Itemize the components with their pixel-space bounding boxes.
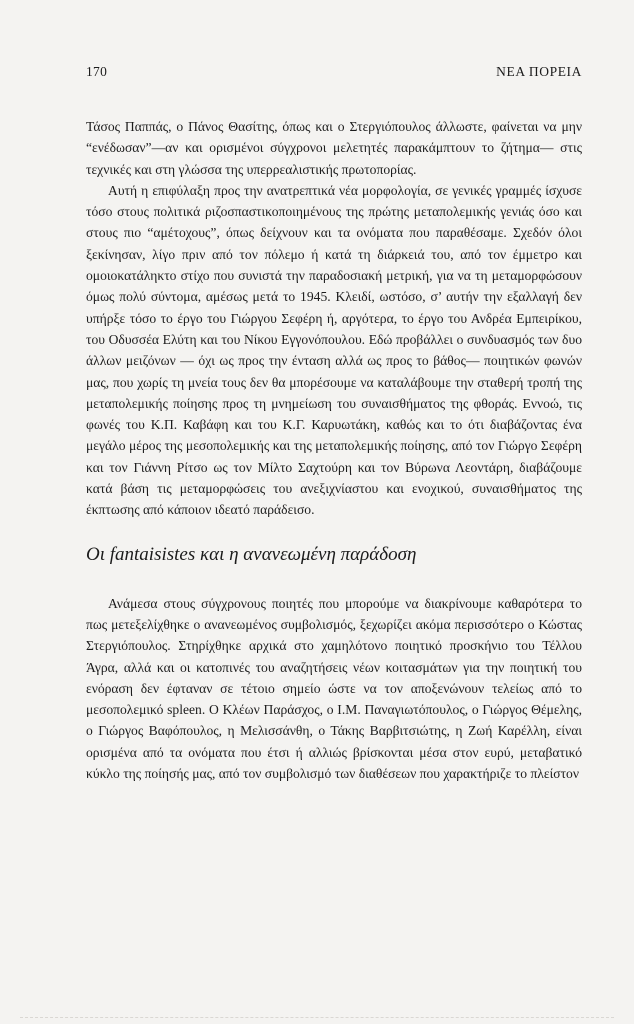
running-header <box>86 64 582 84</box>
body-text <box>86 116 582 784</box>
paragraph-1: Τάσος Παππάς, ο Πάνος Θασίτης, όπως και ο Στεργιόπουλος άλλωστε, φαίνεται να μην “ενέδωσαν”—αν και ορισμένοι σύγχρονοι μελετητές παρακάμπτουν το ζήτημα— στις τεχνικές και στη γλώσσα της υπερρεαλιστικής πρωτοπορίας. <box>86 119 582 177</box>
paragraph-3: Ανάμεσα στους σύγχρονους ποιητές που μπορούμε να διακρίνουμε καθαρότερα το πως μετεξελίχθηκε ο ανανεωμένος συμβολισμός, ξεχωρίζει ακόμα περισσότερο ο Κώστας Στεργιόπουλος. Στηρίχθηκε αρχικά στο χαμηλότονο ποιητικό προσκήνιο του Τέλλου Άγρα, αλλά και οι κατοπινές του αναζητήσεις νέων κοιτασμάτων για την ποιητική του ενόραση δεν έφταναν σε τέτοιο σημείο ώστε να τον αποξενώνουν τελείως από το μεσοπολεμικό spleen. Ο Κλέων Παράσχος, ο Ι.Μ. Παναγιωτόπουλος, ο Γιώργος Θέμελης, ο Γιώργος Βαφόπουλος, η Μελισσάνθη, ο Τάκης Βαρβιτσιώτης, η Ζωή Καρέλλη, είναι ορισμένα από τα ονόματα που έτσι ή αλλιώς βρίσκονται μέσα στον ευρύ, μεταβατικό κύκλο της ποίησής μας, από τον συμβολισμό των διαθέσεων που χαρακτήριζε το πλείστον <box>86 595 582 782</box>
section-heading: Οι fantaisistes και η ανανεωμένη παράδοση <box>86 543 417 565</box>
running-title: ΝΕΑ ΠΟΡΕΙΑ <box>496 64 582 79</box>
page-number: 170 <box>86 64 108 79</box>
scan-edge-line <box>20 1017 614 1018</box>
paragraph-2: Αυτή η επιφύλαξη προς την ανατρεπτικά νέα μορφολογία, σε γενικές γραμμές ίσχυσε τόσο στους πολιτικά ριζοσπαστικοποιημένους της πρώτης μεταπολεμικής γενιάς όσο και στους πιο “αμέτοχους”, όπως δείχνουν και τα ονόματα που παραθέσαμε. Σχεδόν όλοι ξεκίνησαν, λίγο πριν από τον πόλεμο ή κατά τη διάρκειά του, από τον έμμετρο και ομοιοκατάληκτο στίχο που συνιστά την παραδοσιακή μετρική, για να τη μεταμορφώσουν όμως πολύ σύντομα, αμέσως μετά το 1945. Κλειδί, ωστόσο, σ’ αυτήν την εξαλλαγή δεν υπήρξε τόσο το έργο του Γιώργου Σεφέρη ή, αργότερα, το έργο του Ανδρέα Εμπειρίκου, του Οδυσσέα Ελύτη και του Νίκου Εγγονόπουλου. Εδώ προβάλλει ο συνδυασμός των δυο άλλων μειζόνων — όχι ως προς την ένταση αλλά ως προς το βάθος— ποιητικών φωνών μας, που χωρίς τη μνεία τους δεν θα μπορέσουμε να καταλάβουμε την σταθερή τροπή της μεταπολεμικής ποίησης προς τη μνημείωση του συναισθήματος της φθοράς. Εννοώ, τις φωνές του Κ.Π. Καβάφη και του Κ.Γ. Καρυωτάκη, καθώς και το ότι διαβάζοντας ένα μεγάλο μέρος της μεσοπολεμικής και της μεταπολεμικής ποίησης, από τον Γιώργο Σεφέρη και τον Γιάννη Ρίτσο ως τον Μίλτο Σαχτούρη και τον Βύρωνα Λεοντάρη, διαβάζουμε κατά βάση τις μεταμορφώσεις του ανεξιχνίαστου και ενοχικού, συναισθήματος της έκπτωσης από κάποιον ιδεατό παράδεισο. <box>86 182 582 518</box>
